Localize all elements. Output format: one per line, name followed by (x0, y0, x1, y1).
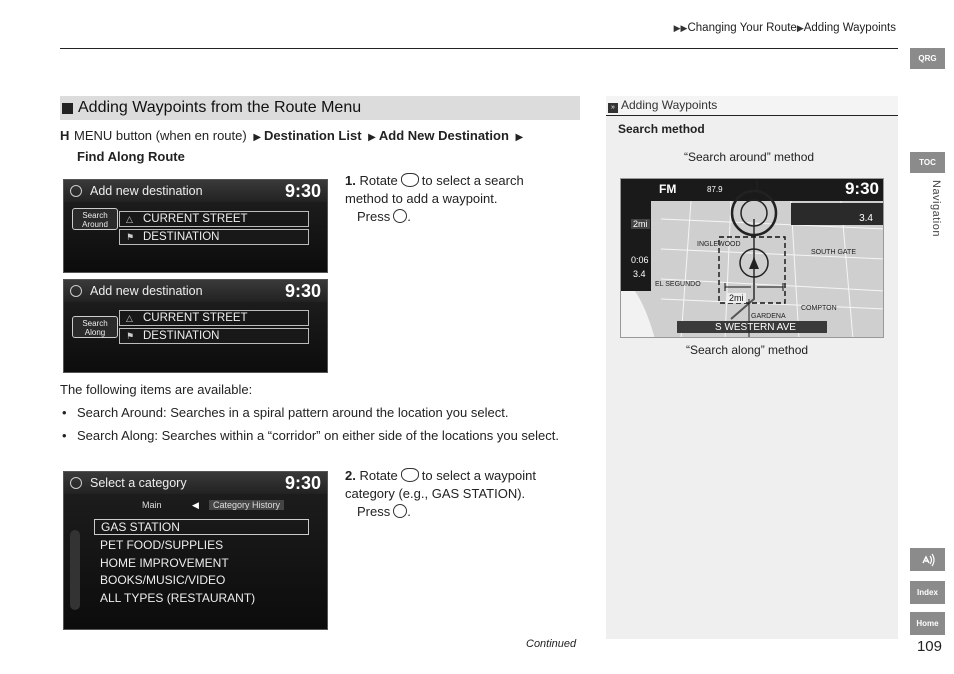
map-place: COMPTON (801, 305, 837, 312)
section-heading (60, 96, 580, 120)
path-arrow-icon: ▶ (515, 132, 524, 143)
category-item[interactable]: ALL TYPES (RESTAURANT) (100, 591, 256, 605)
screen-search-around (63, 179, 328, 273)
menu-h-icon: H (60, 128, 70, 143)
map-scale: 2mi (729, 293, 744, 303)
category-item[interactable]: GAS STATION (94, 519, 309, 535)
menu-path-prefix: MENU button (when en route) (74, 128, 247, 143)
qrg-tab[interactable]: QRG (910, 48, 945, 69)
destination-row[interactable] (119, 229, 309, 245)
note-icon: » (608, 103, 618, 113)
current-street: S WESTERN AVE (715, 322, 796, 333)
press-dial-icon (393, 504, 407, 518)
screen-select-category (63, 471, 328, 630)
scroll-track[interactable] (70, 530, 80, 610)
item-name: Search Around: (77, 405, 167, 420)
row-label: DESTINATION (143, 231, 220, 243)
category-item[interactable]: BOOKS/MUSIC/VIDEO (100, 573, 226, 587)
section-title: Adding Waypoints from the Route Menu (78, 99, 362, 116)
menu-path-step: Find Along Route (77, 149, 185, 164)
screen-title: Select a category (90, 476, 187, 490)
radio-frequency: 87.9 (707, 185, 723, 194)
screen-title: Add new destination (90, 184, 203, 198)
step-number: 1. (345, 173, 356, 188)
step-text: ). (517, 486, 526, 501)
step-example: GAS STATION (431, 486, 518, 501)
screen-body (64, 202, 327, 272)
chapter-label: Navigation (930, 180, 942, 237)
interface-dial-icon (401, 173, 419, 187)
category-tabs (64, 500, 327, 516)
map-scale-side[interactable]: 2mi (633, 219, 648, 229)
eta: 0:06 (631, 255, 649, 265)
clock: 9:30 (284, 473, 321, 493)
item-desc: Searches in a spiral pattern around the location you select. (166, 405, 509, 420)
step-text: to select a waypoint category (e.g., (345, 468, 536, 501)
radio-band: FM (659, 182, 677, 196)
menu-path-step: Add New Destination (378, 128, 509, 143)
category-item[interactable]: PET FOOD/SUPPLIES (100, 538, 224, 552)
screen-body (64, 494, 327, 629)
index-tab[interactable]: Index (910, 581, 945, 604)
next-turn-distance: 3.4 (859, 213, 873, 224)
breadcrumb-arrow-icon: ▶ (796, 23, 804, 33)
triangle-icon: △ (126, 312, 133, 323)
panel-header (606, 96, 898, 116)
continued-label: Continued (526, 638, 577, 650)
flag-icon: ⚑ (126, 330, 135, 341)
header-rule (60, 48, 898, 49)
flag-icon: ⚑ (126, 231, 135, 242)
step-1: 1. Rotate to select a search method to add a waypoint. Press . (345, 173, 524, 224)
voice-command-icon (920, 553, 936, 567)
tab-main[interactable]: Main (142, 500, 162, 510)
voice-tab[interactable] (910, 548, 945, 571)
panel-subtitle: Search method (618, 122, 705, 136)
screen-search-along (63, 279, 328, 373)
search-along-badge: Search Along (72, 316, 118, 338)
row-label: DESTINATION (143, 330, 220, 342)
toc-tab[interactable]: TOC (910, 152, 945, 173)
map-place: EL SEGUNDO (655, 281, 701, 288)
map-clock: 9:30 (844, 179, 879, 198)
row-label: CURRENT STREET (143, 213, 248, 225)
search-around-badge: Search Around (72, 208, 118, 230)
row-label: CURRENT STREET (143, 312, 248, 324)
distance-remaining: 3.4 (633, 269, 646, 279)
press-dial-icon (393, 209, 407, 223)
tab-category-history[interactable]: Category History (209, 500, 284, 510)
step-number: 2. (345, 468, 356, 483)
notes-panel (606, 96, 898, 639)
items-list (60, 404, 570, 450)
map-place: GARDENA (751, 313, 786, 320)
screen-body (64, 302, 327, 372)
menu-path-step: Destination List (264, 128, 362, 143)
path-arrow-icon: ▶ (368, 132, 376, 143)
globe-icon (70, 477, 82, 489)
step-text: to select a search method to add a waypoint. (345, 173, 524, 206)
screen-title: Add new destination (90, 284, 203, 298)
map-screen (620, 178, 884, 338)
map-place: INGLEWOOD (697, 241, 741, 248)
map-place: SOUTH GATE (811, 249, 856, 256)
menu-path (60, 126, 580, 166)
page-number: 109 (916, 638, 942, 655)
clock: 9:30 (284, 181, 321, 201)
interface-dial-icon (401, 468, 419, 482)
triangle-icon: △ (126, 213, 133, 224)
clock: 9:30 (284, 281, 321, 301)
caption-along: “Search along” method (686, 343, 809, 357)
step-2: 2. Rotate to select a waypoint category (e.g., GAS STATION). Press . (345, 468, 536, 519)
path-arrow-icon: ▶ (253, 132, 262, 143)
step-text: Rotate (359, 468, 398, 483)
square-bullet-icon (62, 103, 73, 114)
home-tab[interactable]: Home (910, 612, 945, 635)
list-item (60, 427, 570, 444)
caption-around: “Search around” method (684, 150, 815, 164)
breadcrumb (674, 22, 896, 34)
list-item (60, 404, 570, 421)
step-text: Press (357, 209, 391, 224)
breadcrumb-item[interactable]: Adding Waypoints (803, 22, 896, 34)
item-name: Search Along (77, 428, 155, 443)
item-desc: : Searches within a “corridor” on either side of the locations you select. (154, 428, 559, 443)
available-intro: The following items are available: (60, 382, 253, 397)
panel-header-text[interactable]: Adding Waypoints (621, 98, 718, 112)
globe-icon (70, 285, 82, 297)
step-text: Press (357, 504, 391, 519)
current-street-row[interactable] (119, 211, 309, 227)
tab-arrow-icon: ◀ (192, 500, 199, 510)
destination-row[interactable] (119, 328, 309, 344)
step-text: Rotate (359, 173, 398, 188)
globe-icon (70, 185, 82, 197)
breadcrumb-item[interactable]: Changing Your Route (687, 22, 797, 34)
category-item[interactable]: HOME IMPROVEMENT (100, 556, 229, 570)
current-street-row[interactable] (119, 310, 309, 326)
breadcrumb-arrow-icon: ▶▶ (673, 23, 688, 33)
